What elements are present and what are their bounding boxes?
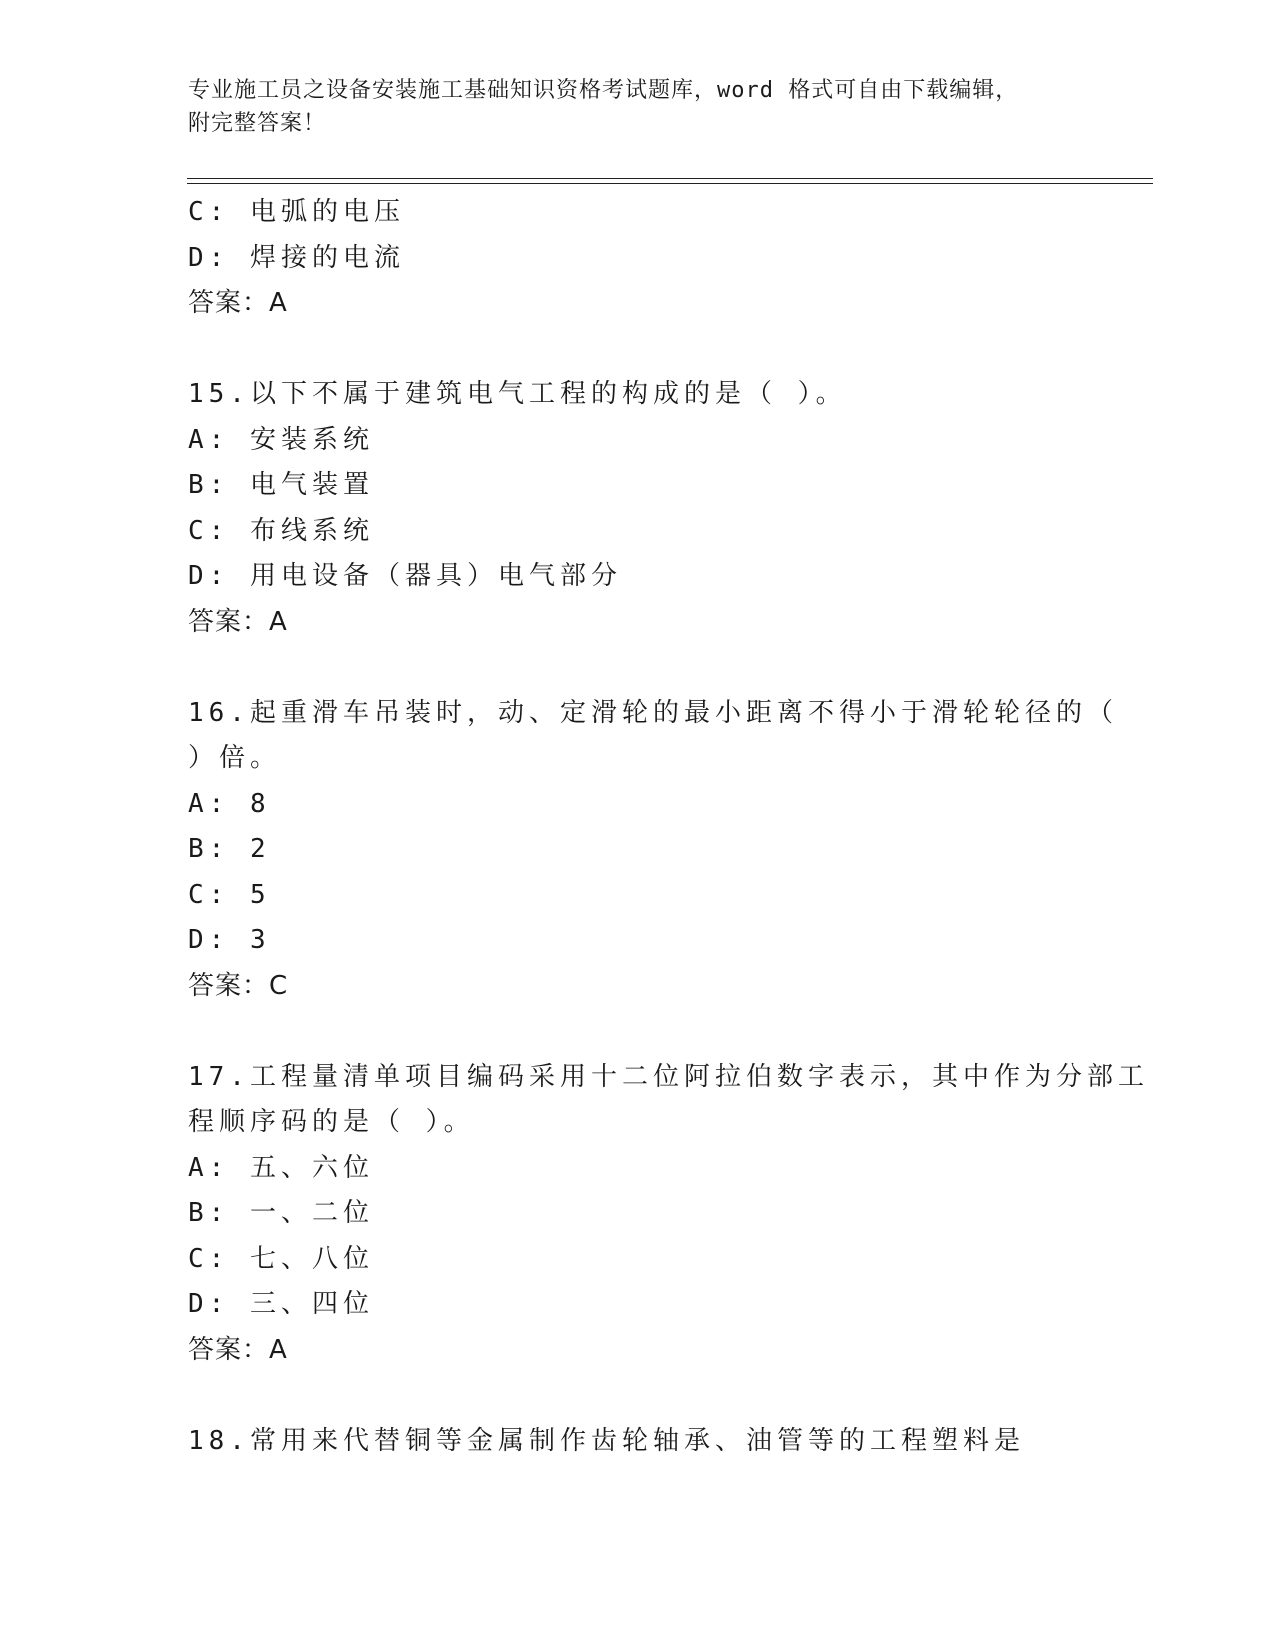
option-d: D: 3 <box>188 925 271 955</box>
answer-line: 答案：A <box>188 288 288 318</box>
spacer <box>188 1009 1088 1055</box>
spacer <box>188 1373 1088 1419</box>
option-c: C: 电弧的电压 <box>188 197 405 227</box>
option-b: B: 电气装置 <box>188 470 374 500</box>
question-stem-line-1: 16.起重滑车吊装时，动、定滑轮的最小距离不得小于滑轮轮径的（ <box>188 697 1118 728</box>
question-block-17 <box>188 1055 1149 1374</box>
option-b: B: 一、二位 <box>188 1198 374 1228</box>
answer-line: 答案：C <box>188 970 289 1001</box>
question-block-18 <box>188 1419 1088 1465</box>
header-title-line-2: 附完整答案！ <box>188 111 327 136</box>
option-a: A: 五、六位 <box>188 1152 374 1183</box>
option-c: C: 5 <box>188 879 271 910</box>
spacer <box>188 645 1088 691</box>
option-b: B: 2 <box>188 834 271 864</box>
option-d: D: 焊接的电流 <box>188 242 405 273</box>
option-a: A: 8 <box>188 788 271 819</box>
header-divider-top <box>187 178 1153 179</box>
question-stem-line-2: ）倍。 <box>188 743 282 773</box>
option-c: C: 七、八位 <box>188 1243 374 1274</box>
option-d: D: 三、四位 <box>188 1289 374 1319</box>
answer-line: 答案：A <box>188 1334 288 1365</box>
header-title-line-1: 专业施工员之设备安装施工基础知识资格考试题库，word 格式可自由下载编辑， <box>188 78 1019 103</box>
question-block-16 <box>188 691 1118 1010</box>
question-stem: 15.以下不属于建筑电气工程的构成的是（ ）。 <box>188 379 847 409</box>
option-d: D: 用电设备（器具）电气部分 <box>188 561 622 591</box>
question-block-15 <box>188 372 1088 645</box>
question-stem-line-1: 17.工程量清单项目编码采用十二位阿拉伯数字表示，其中作为分部工 <box>188 1061 1149 1092</box>
question-stem-line-2: 程顺序码的是（ ）。 <box>188 1107 475 1137</box>
spacer <box>188 327 1088 373</box>
question-list <box>188 190 1149 1464</box>
question-block-14-tail <box>188 190 1088 327</box>
question-stem: 18.常用来代替铜等金属制作齿轮轴承、油管等的工程塑料是 <box>188 1425 1025 1456</box>
option-c: C: 布线系统 <box>188 515 374 546</box>
option-a: A: 安装系统 <box>188 424 374 455</box>
answer-line: 答案：A <box>188 606 288 637</box>
header-divider-bottom <box>187 183 1153 184</box>
document-header <box>188 74 1068 140</box>
